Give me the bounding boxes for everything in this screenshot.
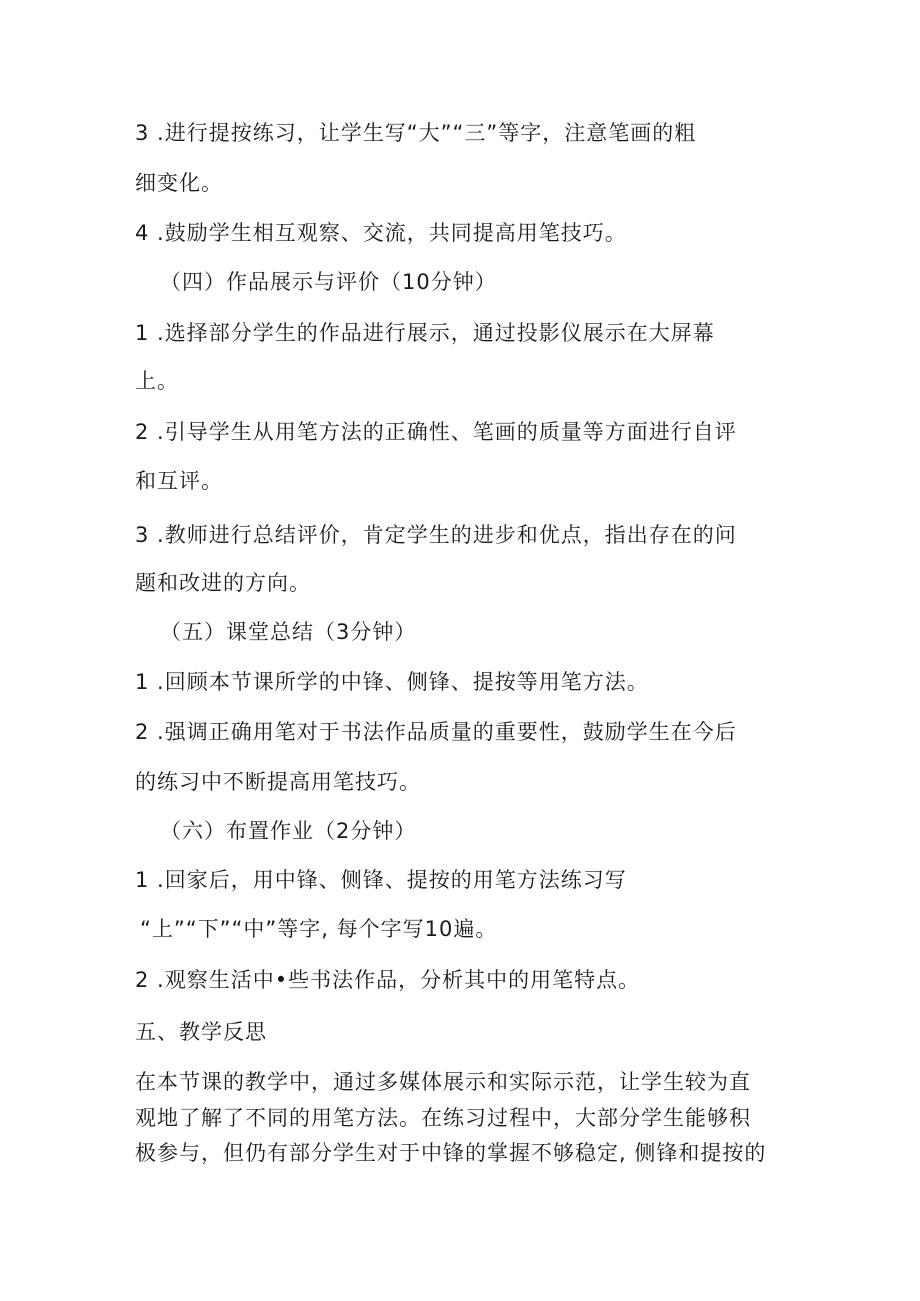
section-heading: 五、教学反思 bbox=[135, 1020, 267, 1044]
paragraph-line: 4 .鼓励学生相互观察、交流，共同提高用笔技巧。 bbox=[135, 221, 627, 245]
section-heading: （五）课堂总结（3分钟） bbox=[160, 620, 417, 644]
paragraph-line: 3 .进行提按练习，让学生写“大”“三”等字，注意笔画的粗 bbox=[135, 121, 697, 145]
paragraph-line: 细变化。 bbox=[135, 171, 223, 195]
paragraph-line: 极参与，但仍有部分学生对于中锋的掌握不够稳定, 侧锋和提按的 bbox=[135, 1141, 767, 1165]
paragraph-line: 和互评。 bbox=[135, 469, 223, 493]
paragraph-line: 的练习中不断提高用笔技巧。 bbox=[135, 770, 421, 794]
paragraph-line: 3 .教师进行总结评价，肯定学生的进步和优点，指出存在的问 bbox=[135, 523, 737, 547]
paragraph-line: 1 .选择部分学生的作品进行展示，通过投影仪展示在大屏幕 bbox=[135, 321, 715, 345]
paragraph-line: 上。 bbox=[135, 369, 179, 393]
section-heading: （六）布置作业（2分钟） bbox=[160, 819, 417, 843]
paragraph-line: 2 .强调正确用笔对于书法作品质量的重要性，鼓励学生在今后 bbox=[135, 720, 737, 744]
paragraph-line: 在本节课的教学中，通过多媒体展示和实际示范，让学生较为直 bbox=[135, 1070, 751, 1094]
paragraph-line: 2 .引导学生从用笔方法的正确性、笔画的质量等方面进行自评 bbox=[135, 420, 737, 444]
section-heading: （四）作品展示与评价（10分钟） bbox=[160, 270, 497, 294]
paragraph-line: 1 .回顾本节课所学的中锋、侧锋、提按等用笔方法。 bbox=[135, 670, 649, 694]
paragraph-line: 1 .回家后，用中锋、侧锋、提按的用笔方法练习写 bbox=[135, 868, 627, 892]
paragraph-line: “上”“下”“中”等字, 每个字写10遍。 bbox=[140, 917, 498, 941]
paragraph-line: 题和改进的方向。 bbox=[135, 571, 311, 595]
paragraph-line: 观地了解了不同的用笔方法。在练习过程中，大部分学生能够积 bbox=[135, 1106, 751, 1130]
paragraph-line: 2 .观察生活中•些书法作品，分析其中的用笔特点。 bbox=[135, 968, 641, 992]
